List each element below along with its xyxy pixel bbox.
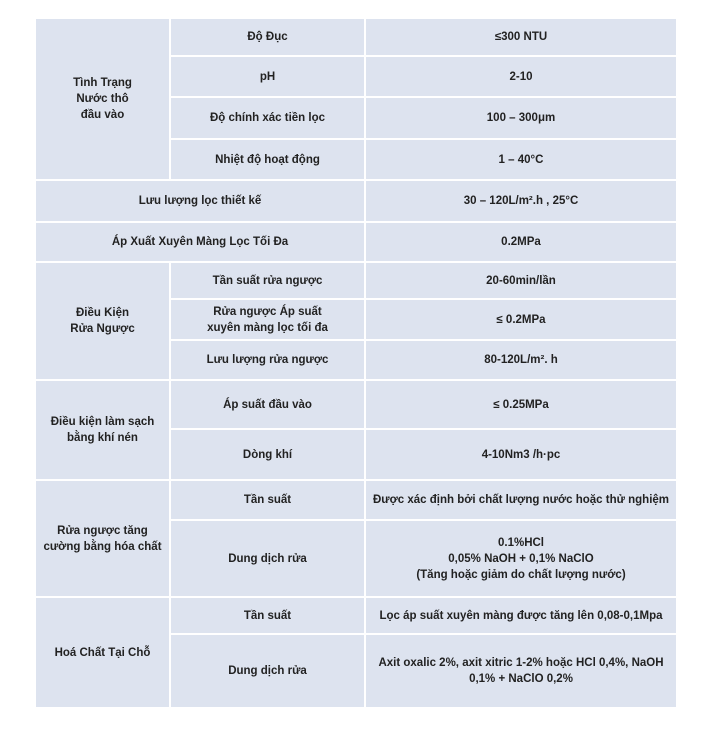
ceb-solution-value: 0.1%HCl 0,05% NaOH + 0,1% NaClO (Tăng hoặc giảm do chất lượng nước) bbox=[365, 520, 677, 597]
ceb-frequency-label: Tần suất bbox=[170, 480, 365, 520]
backwash-category: Điều Kiện Rửa Ngược bbox=[35, 262, 170, 380]
backwash-pressure-label: Rửa ngược Áp suất xuyên màng lọc tối đa bbox=[170, 299, 365, 340]
ceb-category: Rửa ngược tăng cường bằng hóa chất bbox=[35, 480, 170, 597]
table-row bbox=[35, 18, 677, 56]
backwash-frequency-label: Tần suất rửa ngược bbox=[170, 262, 365, 299]
cip-solution-label: Dung dịch rửa bbox=[170, 634, 365, 708]
table-row bbox=[35, 597, 677, 634]
turbidity-value: ≤300 NTU bbox=[365, 18, 677, 56]
ceb-solution-label: Dung dịch rửa bbox=[170, 520, 365, 597]
table-row bbox=[35, 380, 677, 429]
design-flow-value: 30 – 120L/m².h , 25°C bbox=[365, 180, 677, 222]
max-tmp-label: Áp Xuất Xuyên Màng Lọc Tối Đa bbox=[35, 222, 365, 262]
airflow-value: 4-10Nm3 /h·pc bbox=[365, 429, 677, 480]
backwash-frequency-value: 20-60min/lần bbox=[365, 262, 677, 299]
prefilter-precision-label: Độ chính xác tiền lọc bbox=[170, 97, 365, 139]
airflow-label: Dòng khí bbox=[170, 429, 365, 480]
raw-water-category: Tình Trạng Nước thô đầu vào bbox=[35, 18, 170, 180]
cip-frequency-value: Lọc áp suất xuyên màng được tăng lên 0,08-0,1Mpa bbox=[365, 597, 677, 634]
turbidity-label: Độ Đục bbox=[170, 18, 365, 56]
operating-temperature-label: Nhiệt độ hoạt động bbox=[170, 139, 365, 180]
table-row bbox=[35, 480, 677, 520]
inlet-pressure-value: ≤ 0.25MPa bbox=[365, 380, 677, 429]
ceb-frequency-value: Được xác định bởi chất lượng nước hoặc thử nghiệm bbox=[365, 480, 677, 520]
design-flow-label: Lưu lượng lọc thiết kế bbox=[35, 180, 365, 222]
ph-label: pH bbox=[170, 56, 365, 97]
backwash-pressure-value: ≤ 0.2MPa bbox=[365, 299, 677, 340]
air-scour-category: Điều kiện làm sạch bằng khí nén bbox=[35, 380, 170, 480]
spec-table bbox=[34, 17, 678, 709]
table-row bbox=[35, 262, 677, 299]
prefilter-precision-value: 100 – 300μm bbox=[365, 97, 677, 139]
table-row bbox=[35, 180, 677, 222]
cip-frequency-label: Tần suất bbox=[170, 597, 365, 634]
operating-temperature-value: 1 – 40°C bbox=[365, 139, 677, 180]
cip-category: Hoá Chất Tại Chỗ bbox=[35, 597, 170, 708]
backwash-flow-value: 80-120L/m². h bbox=[365, 340, 677, 380]
backwash-flow-label: Lưu lượng rửa ngược bbox=[170, 340, 365, 380]
cip-solution-value: Axit oxalic 2%, axit xitric 1-2% hoặc HCl 0,4%, NaOH 0,1% + NaClO 0,2% bbox=[365, 634, 677, 708]
max-tmp-value: 0.2MPa bbox=[365, 222, 677, 262]
ph-value: 2-10 bbox=[365, 56, 677, 97]
table-row bbox=[35, 222, 677, 262]
inlet-pressure-label: Áp suất đầu vào bbox=[170, 380, 365, 429]
